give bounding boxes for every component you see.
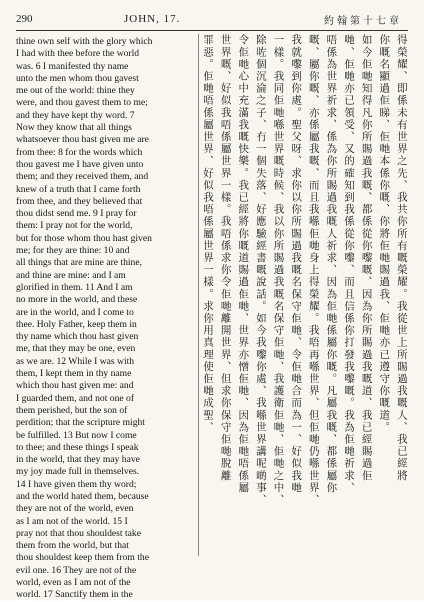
english-text-line: evil one. 16 They are not of the <box>16 564 137 576</box>
chinese-text-column-line: 你嘅名顯過佢睇、佢哋本係你嘅、你將佢哋賜過我、佢哋亦已遵守你嘅道。 <box>378 34 391 434</box>
english-text-line: them; and they received them, and <box>16 171 149 183</box>
chinese-text-column <box>202 34 408 556</box>
header-rule <box>16 30 408 31</box>
english-text-line: as I am not of the world. 15 I <box>16 515 128 527</box>
english-text-line: but for those whom thou hast given <box>16 232 152 244</box>
english-text-line: perdition; that the scripture might <box>16 417 145 429</box>
english-text-line: Now they know that all things <box>16 122 132 134</box>
english-text-line: no more in the world, and these <box>16 294 138 306</box>
chinese-text-column-line: 如今佢哋知得凡你所賜過我嘅、都係從你嚟嘅、因為你所賜過我嘅道、我已經賜過佢 <box>360 34 373 482</box>
english-text-line: them, I kept them in thy name <box>16 368 132 380</box>
english-text-line: me, that they may be one, even <box>16 343 136 355</box>
english-text-line: unto the men whom thou gavest <box>16 72 139 84</box>
running-head: JOHN, 17. <box>124 13 181 25</box>
english-text-line: thou shouldest keep them from the <box>16 552 149 564</box>
english-text-column <box>16 36 192 601</box>
english-text-line: me out of the world: thine they <box>16 85 135 97</box>
english-text-line: to thee; and these things I speak <box>16 441 139 453</box>
english-text-line: I had with thee before the world <box>16 48 140 60</box>
page-header <box>16 10 406 30</box>
english-text-line: they are not of the world, even <box>16 503 134 515</box>
english-text-line: and thine are mine: and I am <box>16 269 126 281</box>
english-text-line: from thee, and they believed that <box>16 195 143 207</box>
chinese-text-column-line: 令佢哋心中充滿我嘅快樂。我已經將你嘅道賜過佢哋、世界亦憎佢哋、因為佢哋唔係屬 <box>237 34 250 494</box>
english-text-line: are in the world, and I come to <box>16 306 134 318</box>
english-text-line: which thou hast given me: and <box>16 380 134 392</box>
english-text-line: and they have kept thy word. 7 <box>16 109 135 121</box>
english-text-line: them: I pray not for the world, <box>16 220 133 232</box>
english-text-line: whatsoever thou hast given me are <box>16 134 149 146</box>
chinese-text-column-line: 我就嚟到你處。聖父呀、求你以你所賜過我嘅名保守佢哋、令佢哋合而為一、好似我哋 <box>290 34 303 494</box>
english-text-line: pray not that thou shouldest take <box>16 527 141 539</box>
chinese-text-column-line: 得榮耀、即係未有世界之先、我共你所有嘅榮耀。我從世上所賜過我嘅人、我已經將 <box>395 34 408 482</box>
english-text-line: all things that are mine are thine, <box>16 257 143 269</box>
chinese-text-column-line: 一樣。我同佢哋喺世界嘅時候、我以你所賜過我嘅名保守佢哋、我護衛佢哋、佢哋之中、 <box>272 34 285 506</box>
english-text-line: them from the world, but that <box>16 540 129 552</box>
english-text-line: my joy made full in themselves. <box>16 466 140 478</box>
english-text-line: thee. Holy Father, keep them in <box>16 318 137 330</box>
english-text-line: I guarded them, and not one of <box>16 392 135 404</box>
english-text-line: world, even as I am not of the <box>16 577 131 589</box>
column-divider <box>198 34 199 556</box>
english-text-line: glorified in them. 11 And I am <box>16 281 133 293</box>
chinese-text-column-line: 世界嘅、好似我唔係屬世界一樣。我唔係求你令佢哋離開世界、但求你保守佢哋脫離 <box>219 34 232 482</box>
english-text-line: be fulfilled. 13 But now I come <box>16 429 137 441</box>
english-text-line: knew of a truth that I came forth <box>16 183 141 195</box>
english-text-line: me; for they are thine: 10 and <box>16 245 130 257</box>
chinese-running-head: 約翰第十七章 <box>324 16 402 27</box>
english-text-line: 14 I have given them thy word; <box>16 478 137 490</box>
chinese-text-column-line: 除咗個沉淪之子、冇一個失落、好應驗經書嘅說話。如今我嚟你處、我喺世界講呢啲事、 <box>254 34 267 506</box>
english-text-line: thou didst send me. 9 I pray for <box>16 208 137 220</box>
english-text-line: were, and thou gavest them to me; <box>16 97 148 109</box>
english-text-line: from thee: 8 for the words which <box>16 146 143 158</box>
english-text-line: was. 6 I manifested thy name <box>16 60 129 72</box>
english-text-line: and the world hated them, because <box>16 490 149 502</box>
chinese-text-column-line: 嘅、屬你嘅、亦係屬我嘅、而且我喺佢哋身上得榮耀。我唔再喺世界、但佢哋仍喺世界、 <box>307 34 320 506</box>
english-text-line: thy name which thou hast given <box>16 331 139 343</box>
english-text-line: thou gavest me I have given unto <box>16 158 144 170</box>
chinese-text-column-line: 唔係為世界祈求、係為你所賜過我嘅人祈求、因為佢哋係屬你嘅。凡屬我嘅、都係屬你 <box>325 34 338 494</box>
english-text-line: world. 17 Sanctify them in the <box>16 589 133 601</box>
page-number: 290 <box>16 13 33 25</box>
english-text-line: as we are. 12 While I was with <box>16 355 135 367</box>
chinese-text-column-line: 哋、佢哋亦已領受、又的確知到我係從你嚟、而且信係你打發我嚟嘅。我為佢哋祈求、 <box>343 34 355 494</box>
english-text-line: in the world, that they may have <box>16 454 140 466</box>
english-text-line: them perished, but the son of <box>16 404 128 416</box>
chinese-text-column-line: 罪惡。佢哋唔係屬世界、好似我唔係屬世界一樣。求你用真理使佢哋成聖、 <box>202 34 214 434</box>
english-text-line: thine own self with the glory which <box>16 36 153 47</box>
